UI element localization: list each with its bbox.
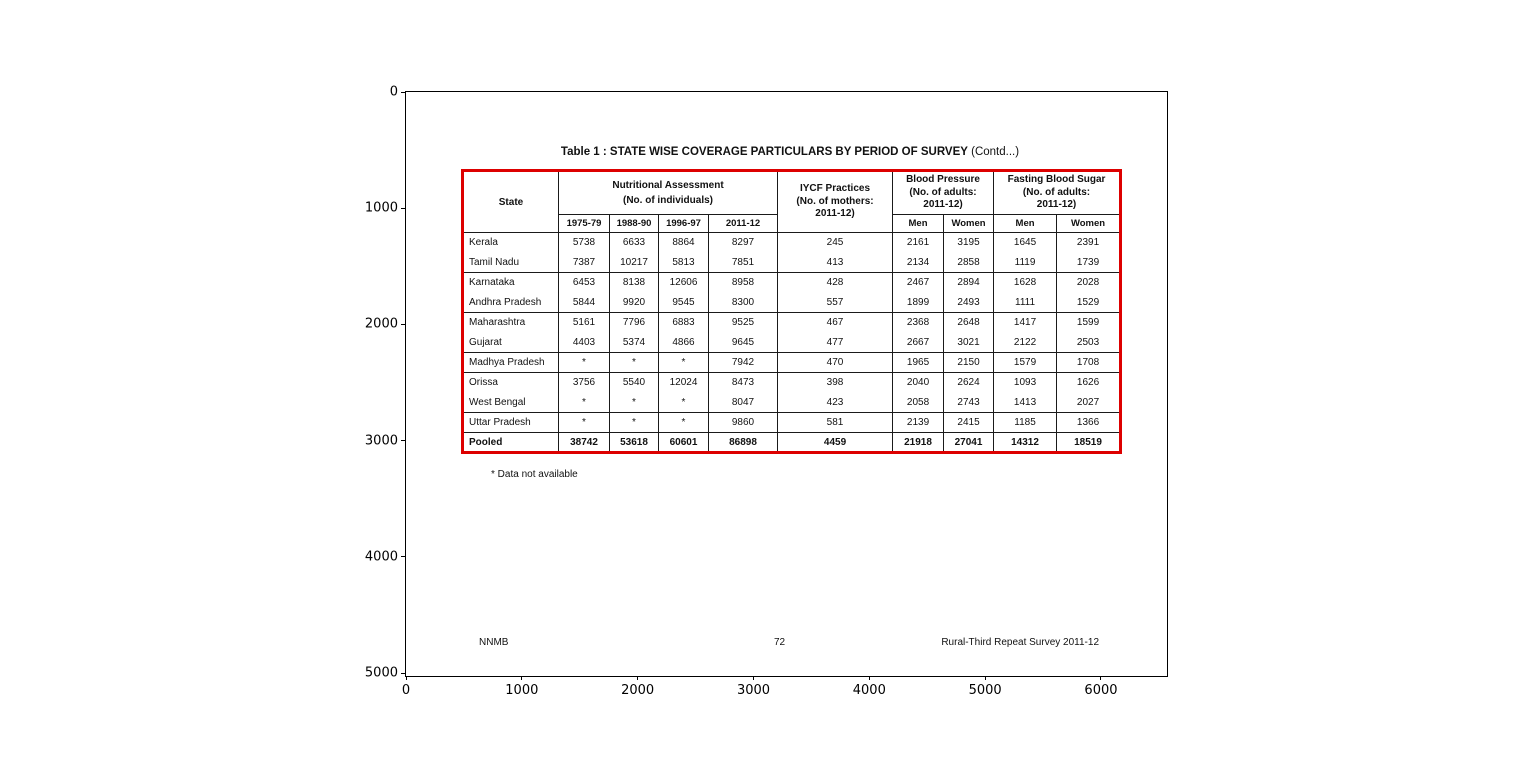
value-cell: 1185 <box>994 413 1057 433</box>
state-cell: Uttar Pradesh <box>463 413 559 433</box>
value-cell: 1417 <box>994 313 1057 333</box>
value-cell: 38742 <box>559 433 610 453</box>
value-cell: 4403 <box>559 333 610 353</box>
value-cell: 2028 <box>1057 273 1121 293</box>
x-tick-mark <box>1100 676 1101 680</box>
page-footer-center: 72 <box>774 637 786 648</box>
x-tick-label: 0 <box>401 683 411 698</box>
y-tick-label: 1000 <box>364 200 398 216</box>
value-cell: 2027 <box>1057 393 1121 413</box>
x-tick-label: 2000 <box>621 683 655 698</box>
x-tick-mark <box>985 676 986 680</box>
value-cell: 1708 <box>1057 353 1121 373</box>
col-header-nutritional-assessment <box>559 171 778 215</box>
value-cell: 1628 <box>994 273 1057 293</box>
value-cell: 8297 <box>709 233 778 253</box>
state-cell: Gujarat <box>463 333 559 353</box>
state-cell: Pooled <box>463 433 559 453</box>
value-cell: 413 <box>778 253 893 273</box>
document-area <box>406 92 1167 676</box>
value-cell: 86898 <box>709 433 778 453</box>
x-tick-label: 6000 <box>1084 683 1118 698</box>
col-header-bp-women: Women <box>944 215 994 233</box>
value-cell: * <box>610 353 659 373</box>
value-cell: 1599 <box>1057 313 1121 333</box>
value-cell: 3756 <box>559 373 610 393</box>
value-cell: 1111 <box>994 293 1057 313</box>
table-row <box>463 233 1121 253</box>
value-cell: 2858 <box>944 253 994 273</box>
value-cell: 9645 <box>709 333 778 353</box>
iycf-header-line2: (No. of mothers: <box>796 195 874 207</box>
value-cell: 1965 <box>893 353 944 373</box>
value-cell: 2415 <box>944 413 994 433</box>
value-cell: 477 <box>778 333 893 353</box>
value-cell: 9525 <box>709 313 778 333</box>
state-cell: Tamil Nadu <box>463 253 559 273</box>
document-title-suffix: (Contd...) <box>967 146 1020 158</box>
x-tick-label: 1000 <box>505 683 539 698</box>
fbs-header-line2: (No. of adults: <box>1022 186 1091 198</box>
x-tick-mark <box>406 676 407 680</box>
document-title <box>461 146 1119 158</box>
x-tick-mark <box>521 676 522 680</box>
coverage-table <box>461 169 1122 454</box>
value-cell: 6453 <box>559 273 610 293</box>
bp-header-line1: Blood Pressure <box>906 174 980 186</box>
iycf-header-line3: 2011-12) <box>815 208 855 220</box>
value-cell: 6883 <box>659 313 709 333</box>
col-header-1975-79: 1975-79 <box>559 215 610 233</box>
y-tick-mark <box>401 324 405 325</box>
value-cell: 467 <box>778 313 893 333</box>
table-body <box>463 233 1121 453</box>
bp-header-line3: 2011-12) <box>923 199 963 211</box>
value-cell: 14312 <box>994 433 1057 453</box>
value-cell: 8473 <box>709 373 778 393</box>
table-row <box>463 413 1121 433</box>
value-cell: 1739 <box>1057 253 1121 273</box>
value-cell: 5844 <box>559 293 610 313</box>
value-cell: 245 <box>778 233 893 253</box>
value-cell: 3195 <box>944 233 994 253</box>
plot-axes <box>364 84 1168 698</box>
value-cell: 2134 <box>893 253 944 273</box>
value-cell: 2391 <box>1057 233 1121 253</box>
table-row <box>463 433 1121 453</box>
col-header-fasting-blood-sugar <box>994 171 1121 215</box>
table-row <box>463 373 1121 393</box>
value-cell: 5540 <box>610 373 659 393</box>
value-cell: 2058 <box>893 393 944 413</box>
value-cell: 557 <box>778 293 893 313</box>
value-cell: 5374 <box>610 333 659 353</box>
value-cell: 60601 <box>659 433 709 453</box>
value-cell: 2161 <box>893 233 944 253</box>
value-cell: 7796 <box>610 313 659 333</box>
value-cell: 9860 <box>709 413 778 433</box>
iycf-header-line1: IYCF Practices <box>799 183 871 195</box>
x-tick-label: 3000 <box>736 683 771 698</box>
value-cell: * <box>659 413 709 433</box>
footnote: * Data not available <box>491 469 578 480</box>
y-tick-label: 4000 <box>364 549 398 565</box>
value-cell: 10217 <box>610 253 659 273</box>
y-tick-label: 5000 <box>364 665 398 681</box>
fbs-header-line1: Fasting Blood Sugar <box>1007 174 1106 186</box>
value-cell: 8047 <box>709 393 778 413</box>
value-cell: 8958 <box>709 273 778 293</box>
page-footer-right: Rural-Third Repeat Survey 2011-12 <box>941 637 1099 648</box>
value-cell: * <box>610 413 659 433</box>
value-cell: 2503 <box>1057 333 1121 353</box>
value-cell: 2467 <box>893 273 944 293</box>
state-cell: Maharashtra <box>463 313 559 333</box>
value-cell: 2648 <box>944 313 994 333</box>
state-cell: Kerala <box>463 233 559 253</box>
state-cell: Karnataka <box>463 273 559 293</box>
y-tick-label: 2000 <box>364 316 398 332</box>
col-header-state: State <box>463 171 559 233</box>
value-cell: * <box>559 393 610 413</box>
value-cell: 5738 <box>559 233 610 253</box>
value-cell: 8300 <box>709 293 778 313</box>
col-header-fbs-men: Men <box>994 215 1057 233</box>
value-cell: 12606 <box>659 273 709 293</box>
value-cell: 1093 <box>994 373 1057 393</box>
value-cell: 2368 <box>893 313 944 333</box>
value-cell: 8138 <box>610 273 659 293</box>
value-cell: 2040 <box>893 373 944 393</box>
value-cell: 9545 <box>659 293 709 313</box>
y-tick-mark <box>401 208 405 209</box>
value-cell: 18519 <box>1057 433 1121 453</box>
table-header <box>463 171 1121 233</box>
value-cell: 1413 <box>994 393 1057 413</box>
value-cell: 53618 <box>610 433 659 453</box>
x-tick-mark <box>869 676 870 680</box>
x-tick-mark <box>637 676 638 680</box>
value-cell: 7387 <box>559 253 610 273</box>
y-tick-mark <box>401 440 405 441</box>
table-row <box>463 313 1121 333</box>
value-cell: 2122 <box>994 333 1057 353</box>
value-cell: 1579 <box>994 353 1057 373</box>
value-cell: 1645 <box>994 233 1057 253</box>
col-header-1996-97: 1996-97 <box>659 215 709 233</box>
value-cell: 2493 <box>944 293 994 313</box>
bp-header-line2: (No. of adults: <box>909 186 977 198</box>
col-header-bp-men: Men <box>893 215 944 233</box>
value-cell: 1899 <box>893 293 944 313</box>
value-cell: * <box>559 353 610 373</box>
state-cell: Andhra Pradesh <box>463 293 559 313</box>
value-cell: * <box>610 393 659 413</box>
na-header-line1: Nutritional Assessment <box>612 179 724 191</box>
value-cell: * <box>659 393 709 413</box>
table-row <box>463 293 1121 313</box>
value-cell: 2139 <box>893 413 944 433</box>
value-cell: 2624 <box>944 373 994 393</box>
value-cell: 8864 <box>659 233 709 253</box>
col-header-blood-pressure <box>893 171 994 215</box>
value-cell: 1119 <box>994 253 1057 273</box>
value-cell: 423 <box>778 393 893 413</box>
fbs-header-line3: 2011-12) <box>1036 199 1077 211</box>
table-row <box>463 253 1121 273</box>
col-header-iycf <box>778 171 893 233</box>
table-row <box>463 353 1121 373</box>
value-cell: 398 <box>778 373 893 393</box>
value-cell: 7942 <box>709 353 778 373</box>
value-cell: 27041 <box>944 433 994 453</box>
value-cell: 1626 <box>1057 373 1121 393</box>
document-title-main: Table 1 : STATE WISE COVERAGE PARTICULARS BY PERIOD OF SURVEY <box>560 146 968 158</box>
y-tick-mark <box>401 673 405 674</box>
col-header-2011-12: 2011-12 <box>709 215 778 233</box>
table-row <box>463 333 1121 353</box>
state-cell: Madhya Pradesh <box>463 353 559 373</box>
value-cell: 4866 <box>659 333 709 353</box>
col-header-fbs-women: Women <box>1057 215 1121 233</box>
value-cell: 9920 <box>610 293 659 313</box>
state-cell: West Bengal <box>463 393 559 413</box>
col-header-1988-90: 1988-90 <box>610 215 659 233</box>
value-cell: 470 <box>778 353 893 373</box>
header-group-row <box>463 171 1121 215</box>
value-cell: * <box>659 353 709 373</box>
value-cell: 2150 <box>944 353 994 373</box>
page-footer-left: NNMB <box>479 637 509 648</box>
value-cell: 21918 <box>893 433 944 453</box>
value-cell: 5161 <box>559 313 610 333</box>
value-cell: 6633 <box>610 233 659 253</box>
state-cell: Orissa <box>463 373 559 393</box>
value-cell: 2667 <box>893 333 944 353</box>
value-cell: 1366 <box>1057 413 1121 433</box>
value-cell: 1529 <box>1057 293 1121 313</box>
na-header-line2: (No. of individuals) <box>623 195 713 206</box>
x-tick-mark <box>753 676 754 680</box>
x-tick-label: 5000 <box>968 683 1002 698</box>
y-tick-mark <box>401 556 405 557</box>
x-tick-label: 4000 <box>852 683 886 698</box>
y-tick-label: 0 <box>389 84 398 100</box>
table-row <box>463 393 1121 413</box>
value-cell: 581 <box>778 413 893 433</box>
value-cell: 4459 <box>778 433 893 453</box>
value-cell: 2743 <box>944 393 994 413</box>
value-cell: * <box>559 413 610 433</box>
value-cell: 12024 <box>659 373 709 393</box>
y-tick-mark <box>401 92 405 93</box>
value-cell: 428 <box>778 273 893 293</box>
value-cell: 5813 <box>659 253 709 273</box>
value-cell: 7851 <box>709 253 778 273</box>
y-tick-label: 3000 <box>364 433 398 449</box>
table-row <box>463 273 1121 293</box>
value-cell: 3021 <box>944 333 994 353</box>
value-cell: 2894 <box>944 273 994 293</box>
